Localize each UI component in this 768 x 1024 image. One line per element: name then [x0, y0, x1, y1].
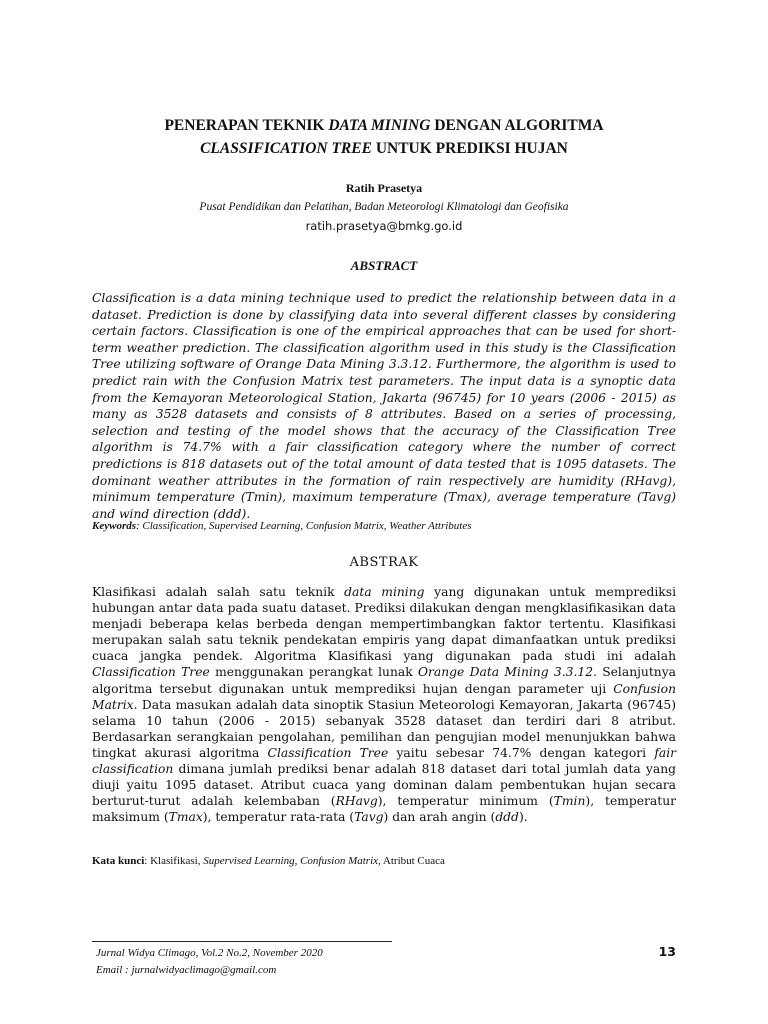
- keywords-text: : Classification, Supervised Learning, Confusion Matrix, Weather Attributes: [136, 520, 472, 532]
- abstrak-segment: menggunakan perangkat lunak: [209, 665, 418, 680]
- abstrak-segment: ).: [518, 810, 528, 825]
- title-italic-part: CLASSIFICATION TREE: [200, 140, 372, 157]
- abstract-text: Classification is a data mining technique used to predict the relationship between data in a dataset. Prediction is done by classifying data into several different classes by considering certain factors. Classification is one of the empirical approaches that can be used for short-term weather prediction. The classification algorithm used in this study is the Classification Tree utilizing software of Orange Data Mining 3.3.12. Furthermore, the algorithm is used to predict rain with the Confusion Matrix test parameters. The input data is a synoptic data from the Kemayoran Meteorological Station, Jakarta (96745) for 10 years (2006 - 2015) as many as 3528 datasets and consists of 8 attributes. Based on a series of processing, selection and testing of the model shows that the accuracy of the Classification Tree algorithm is 74.7% with a fair classification category where the number of correct predictions is 818 datasets out of the total amount of data tested that is 1095 datasets. The dominant weather attributes in the formation of rain respectively are humidity (RHavg), minimum temperature (Tmin), maximum temperature (Tmax), average temperature (Tavg) and wind direction (ddd).: [92, 291, 676, 521]
- title-part: DENGAN ALGORITMA: [430, 117, 604, 134]
- keywords: [92, 520, 676, 532]
- abstrak-italic-segment: Confusion Matrix.: [92, 681, 676, 712]
- abstrak-segment: ), temperatur minimum (: [377, 794, 554, 809]
- abstrak-segment: ), temperatur maksimum (: [92, 794, 676, 825]
- abstrak-italic-segment: Classification Tree: [92, 665, 210, 680]
- title-part: PENERAPAN TEKNIK: [164, 117, 329, 134]
- author-name: Ratih Prasetya: [345, 181, 423, 195]
- abstrak-italic-segment: data mining: [344, 585, 425, 599]
- abstract-heading: ABSTRACT: [350, 258, 418, 273]
- footer-divider: [92, 941, 392, 942]
- abstrak-italic-segment: Tavg: [354, 810, 384, 825]
- abstrak-segment: yaitu sebesar 74.7% dengan kategori: [388, 745, 655, 760]
- abstrak-segment: Data masukan adalah data sinoptik Stasiun Meteorologi Kemayoran, Jakarta (96745) selama 10 tahun (2006 - 2015) sebanyak 3528 dataset dan terdiri dari 8 atribut. Berdasarkan serangkaian pengolahan, pemilihan dan pengujian model menunjukkan bahwa tingkat akurasi algoritma: [92, 697, 676, 760]
- title-italic-part: DATA MINING: [328, 117, 431, 134]
- author-email: ratih.prasetya@bmkg.go.id: [305, 219, 463, 233]
- abstrak-italic-segment: Orange Data Mining 3.3.12.: [417, 665, 597, 680]
- footer-journal: Jurnal Widya Climago, Vol.2 No.2, November 2020: [96, 947, 323, 959]
- abstrak-italic-segment: ddd: [495, 810, 519, 825]
- paper-title: [90, 114, 678, 160]
- author-affiliation: Pusat Pendidikan dan Pelatihan, Badan Meteorologi Klimatologi dan Geofisika: [199, 201, 569, 213]
- abstrak-italic-segment: Tmin: [553, 794, 586, 809]
- abstrak-segment: dimana jumlah prediksi benar adalah 818 dataset dari total jumlah data yang diuji yaitu 1095 dataset. Atribut cuaca yang dominan dalam pembentukan hujan secara berturut-turut adalah kelembaban (: [92, 762, 676, 809]
- abstrak-italic-segment: Tmax: [168, 810, 203, 825]
- footer-email: Email : jurnalwidyaclimago@gmail.com: [96, 964, 277, 976]
- kata-kunci-text: : Klasifikasi,: [144, 855, 204, 867]
- keywords-label: Keywords: [92, 520, 136, 532]
- abstrak-heading: ABSTRAK: [349, 555, 419, 570]
- abstrak-segment: yang digunakan untuk memprediksi hubungan antar data pada suatu dataset. Prediksi dilakukan dengan mengklasifikasikan data menjadi beberapa kelas berbeda dengan mempertimbangkan faktor tertentu. Klasifikasi merupakan salah satu teknik pendekatan empiris yang dapat dimanfaatkan untuk prediksi cuaca jangka pendek. Algoritma Klasifikasi yang digunakan pada studi ini adalah: [92, 585, 676, 664]
- abstrak-italic-segment: RHavg: [335, 794, 378, 809]
- kata-kunci: [92, 855, 676, 867]
- abstrak-italic-segment: Classification Tree: [267, 745, 389, 760]
- title-part: UNTUK PREDIKSI HUJAN: [371, 140, 568, 157]
- abstrak-segment: ) dan arah angin (: [383, 810, 496, 825]
- kata-kunci-italic: Supervised Learning, Confusion Matrix,: [203, 855, 381, 867]
- abstrak-segment: ), temperatur rata-rata (: [202, 810, 355, 825]
- kata-kunci-label: Kata kunci: [92, 855, 145, 867]
- kata-kunci-text: Atribut Cuaca: [380, 855, 445, 867]
- abstrak-text: [92, 584, 676, 825]
- page-number: 13: [658, 944, 676, 959]
- abstrak-segment: Klasifikasi adalah salah satu teknik: [92, 585, 345, 599]
- abstrak-italic-segment: fair classification: [92, 745, 677, 777]
- abstrak-segment: Selanjutnya algoritma tersebut digunakan untuk memprediksi hujan dengan parameter uji: [92, 665, 676, 696]
